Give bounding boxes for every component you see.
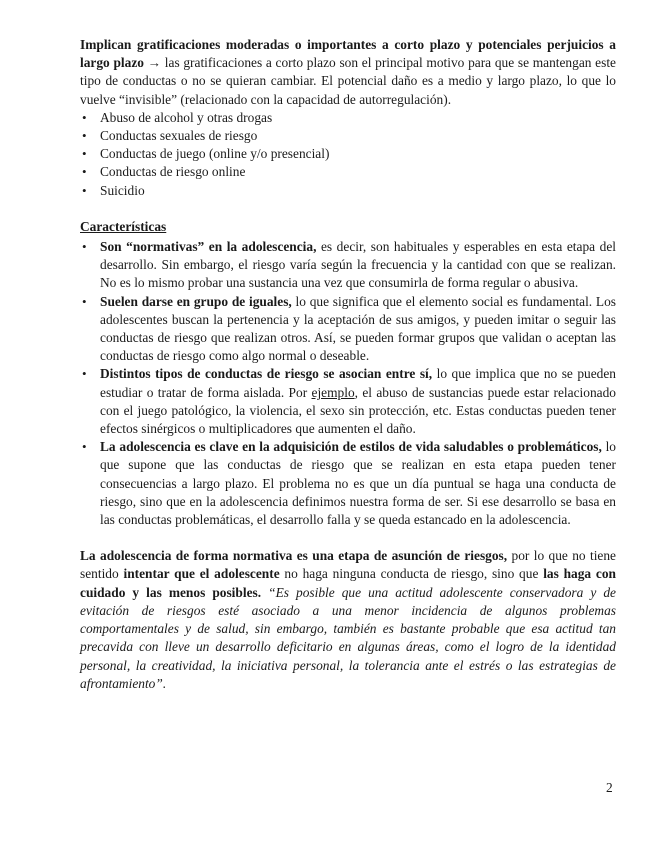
item-bold-lead: Distintos tipos de conductas de riesgo se asocian entre sí,: [100, 366, 433, 382]
item-text: lo que implica que no se pueden estudiar o tratar de forma aislada. Por: [100, 366, 617, 400]
closing-bold-3: las haga con cuidado y las menos posibles.: [80, 566, 616, 600]
closing-paragraph: [80, 547, 616, 693]
closing-bold-1: La adolescencia de forma normativa es una etapa de asunción de riesgos,: [80, 548, 508, 564]
list-item: [80, 438, 616, 529]
underlined-word: ejemplo: [311, 384, 355, 400]
closing-bold-2: intentar que el adolescente: [123, 566, 280, 582]
item-bold-lead: La adolescencia es clave en la adquisición de estilos de vida saludables o problemáticos,: [100, 439, 602, 455]
list-item: [80, 365, 616, 438]
list-item: • Suicidio: [80, 182, 616, 200]
item-bold-lead: Son “normativas” en la adolescencia,: [100, 239, 317, 255]
item-text: es decir, son habituales y esperables en esta etapa del desarrollo. Sin embargo, el riesgo varía según la frecuencia y la cantidad con que se realizan. No es lo mismo probar una sustancia una vez que consumirla de forma regular o abusiva.: [100, 239, 616, 291]
closing-quote: “Es posible que una actitud adolescente conservadora y de evitación de riesgos esté asociado a una menor incidencia de algunos problemas comportamentales y de salud, sin embargo, también es bastante probable que esa actitud tan precavida con lleve un desarrollo deficitario en algunas áreas, como el logro de la identidad personal, la creatividad, la iniciativa personal, la tolerancia ante el estrés o las estrategias de afrontamiento”.: [80, 584, 616, 691]
intro-text: las gratificaciones a corto plazo son el principal motivo para que se mantengan este tipo de conductas o no se quieran cambiar. El potencial daño es a medio y largo plazo, lo que lo vuelve “invisible” (relacionado con la capacidad de autorregulación).: [80, 55, 616, 107]
item-bold-lead: Suelen darse en grupo de iguales,: [100, 293, 292, 309]
item-text: lo que supone que las conductas de riesgo que se realizan en esta etapa pueden tener consecuencias a largo plazo. El problema no es que un día puntual se haga una conducta de riesgo, sino que en la adolescencia definimos nuestra forma de ser. Si ese desarrollo se basa en las conductas problemáticas, el desarrollo falla y se queda estancado en la adolescencia.: [100, 439, 616, 528]
document-page: [80, 36, 616, 693]
item-text: , el abuso de sustancias puede estar relacionado con el juego patológico, la violencia, el sexo sin protección, etc. Estas conductas pueden tener efectos sinérgicos o multiplicadores que aumenten el daño.: [100, 384, 616, 437]
list-item: • Conductas de juego (online y/o presencial): [80, 145, 616, 163]
list-item: • Conductas de riesgo online: [80, 163, 616, 181]
item-text: lo que significa que el elemento social es fundamental. Los adolescentes buscan la pertenencia y la aceptación de sus amigos, y pueden imitar o seguir las conductas de riesgo que realizan otros. Así, se pueden formar grupos que validan o aceptan las conductas de riesgo como algo normal o deseable.: [100, 293, 616, 364]
list-item: • Abuso de alcohol y otras drogas: [80, 109, 616, 127]
intro-bold-lead: Implican gratificaciones moderadas o importantes a corto plazo y potenciales perjuicios a largo plazo: [80, 37, 616, 71]
list-item: • Conductas sexuales de riesgo: [80, 127, 616, 145]
list-item: [80, 293, 616, 366]
section-heading: Características: [80, 218, 167, 234]
closing-text-2: no haga ninguna conducta de riesgo, sino que: [279, 566, 544, 582]
examples-list: [80, 109, 616, 200]
arrow-right-icon: →: [147, 55, 162, 71]
intro-paragraph: [80, 36, 616, 109]
characteristics-list: [80, 238, 616, 529]
list-item: [80, 238, 616, 293]
page-number: 2: [606, 780, 613, 795]
closing-text-1: por lo que no tiene sentido: [80, 548, 616, 582]
